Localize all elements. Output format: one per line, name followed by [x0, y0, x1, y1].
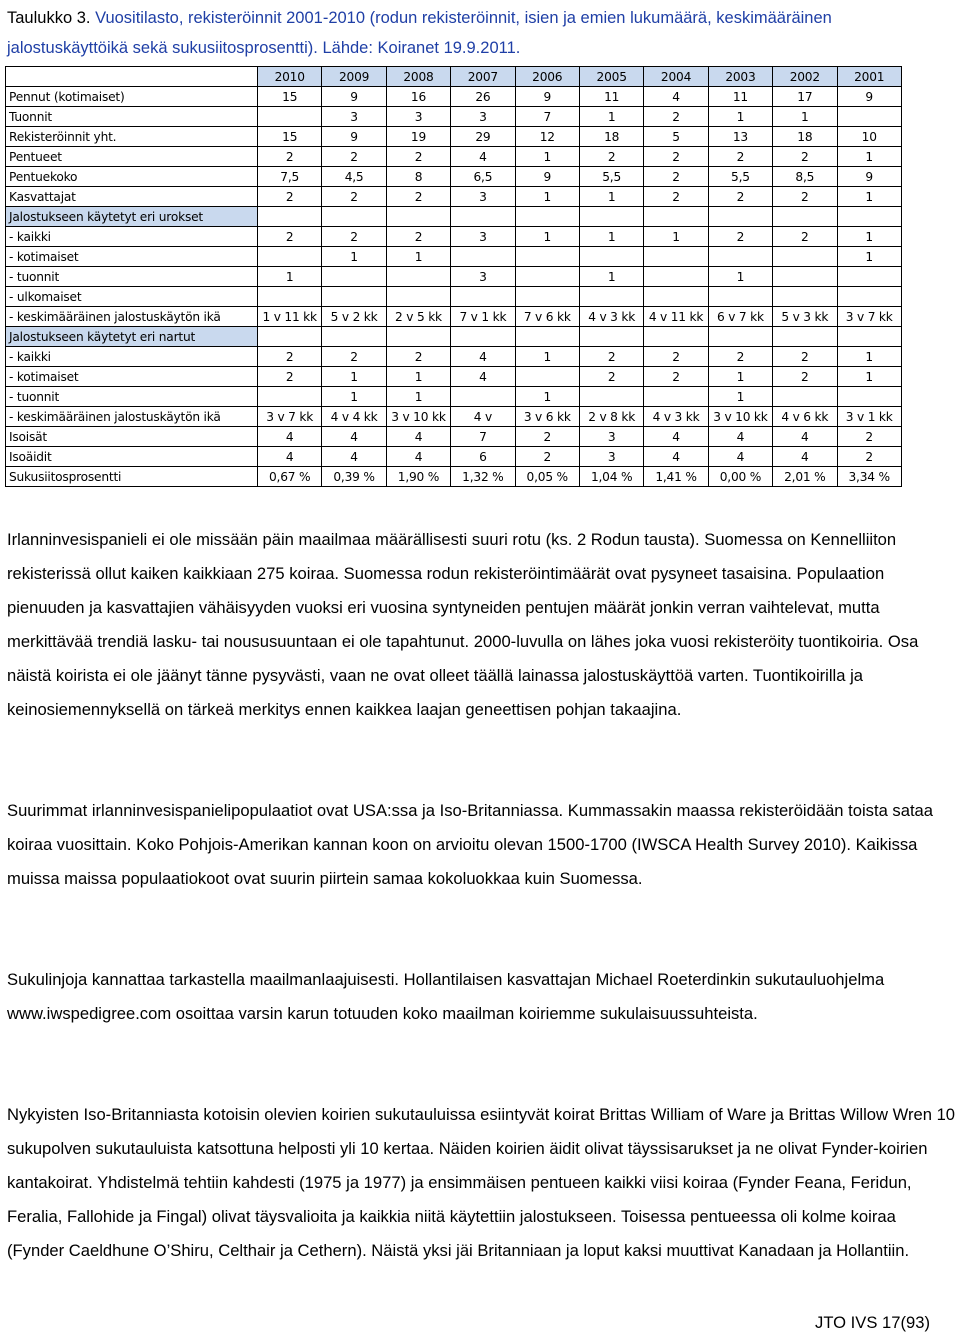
table-cell: [644, 327, 708, 347]
table-cell: [322, 287, 386, 307]
row-label: Pennut (kotimaiset): [6, 87, 258, 107]
table-cell: 1: [515, 187, 579, 207]
table-cell: 4: [322, 447, 386, 467]
table-cell: 1: [579, 107, 643, 127]
table-cell: [322, 207, 386, 227]
table-cell: 1,32 %: [451, 467, 515, 487]
table-cell: [579, 327, 643, 347]
table-cell: 26: [451, 87, 515, 107]
paragraph-population: Irlanninvesispanieli ei ole missään päin maailmaa määrällisesti suuri rotu (ks. 2 Rodun tausta). Suomessa on Kennelliiton rekisterissä ollut kaiken kaikkiaan 275 koiraa. Suomessa rodun rekisteröintimäärät ovat pysyneet tasaisina. Populaation pienuuden ja kasvattajien vähäisyyden vuoksi eri vuosina syntyneiden pentujen määrät jonkin verran vaihtelevat, mutta merkittävää trendiä lasku- tai noususuuntaan ei ole tapahtunut. 2000-luvulla on lähes joka vuosi rekisteröity tuontikoiria. Osa näistä koirista ei ole jäänyt tänne pysyvästi, vaan ne ovat olleet täällä lainassa jalostuskäyttöä varten. Tuontikoirilla ja keinosiemennyksellä on tärkeä merkitys ennen kaikkea laajan geneettisen pohjan takaajina.: [7, 530, 919, 719]
table-cell: 1: [515, 387, 579, 407]
table-cell: 4 v 3 kk: [644, 407, 708, 427]
paragraph-largest-populations: Suurimmat irlanninvesispanielipopulaatiot ovat USA:ssa ja Iso-Britanniassa. Kummassakin maassa rekisteröidään toista sataa koiraa vuosittain. Koko Pohjois-Amerikan kannan koon on arvioitu olevan 1500-1700 (IWSCA Health Survey 2010). Kaikissa muissa maissa populaatiokoot ovat suurin piirtein samaa kokoluokkaa kuin Suomessa.: [7, 801, 934, 888]
caption-text: Vuositilasto, rekisteröinnit 2001-2010 (rodun rekisteröinnit, isien ja emien lukumäärä, keskimääräinen jalostuskäyttöikä sekä sukusiitosprosentti). Lähde: Koiranet 19.9.2011.: [7, 9, 832, 57]
table-cell: 2: [515, 427, 579, 447]
table-cell: 2: [708, 187, 772, 207]
table-cell: [708, 287, 772, 307]
table-cell: 2: [773, 187, 837, 207]
table-cell: 1: [579, 267, 643, 287]
table-cell: [837, 387, 901, 407]
table-cell: 2,01 %: [773, 467, 837, 487]
row-label: Jalostukseen käytetyt eri urokset: [6, 207, 258, 227]
table-cell: 3: [386, 107, 450, 127]
table-cell: [258, 107, 322, 127]
table-cell: [322, 327, 386, 347]
table-cell: [515, 367, 579, 387]
row-label: - tuonnit: [6, 267, 258, 287]
row-label: Pentueet: [6, 147, 258, 167]
year-header-2007: 2007: [451, 67, 515, 87]
table-cell: [386, 267, 450, 287]
table-cell: 4: [708, 427, 772, 447]
row-label: - tuonnit: [6, 387, 258, 407]
row-label: - keskimääräinen jalostuskäytön ikä: [6, 307, 258, 327]
registration-statistics-table: [5, 66, 902, 487]
table-row: [6, 127, 902, 147]
table-cell: 4: [258, 447, 322, 467]
table-row: [6, 107, 902, 127]
table-cell: 7,5: [258, 167, 322, 187]
row-label: Jalostukseen käytetyt eri nartut: [6, 327, 258, 347]
table-cell: 3: [451, 107, 515, 127]
table-cell: [644, 207, 708, 227]
table-cell: [708, 207, 772, 227]
table-cell: [258, 247, 322, 267]
table-cell: 4: [258, 427, 322, 447]
table-cell: 15: [258, 87, 322, 107]
row-label: - keskimääräinen jalostuskäytön ikä: [6, 407, 258, 427]
year-header-row: [6, 67, 902, 87]
table-cell: 2: [644, 187, 708, 207]
table-cell: 4 v 11 kk: [644, 307, 708, 327]
table-cell: [579, 287, 643, 307]
table-cell: 15: [258, 127, 322, 147]
table-cell: 2: [386, 227, 450, 247]
row-label: Kasvattajat: [6, 187, 258, 207]
table-cell: 2: [579, 367, 643, 387]
table-cell: [258, 207, 322, 227]
table-cell: 1: [322, 387, 386, 407]
table-cell: 1: [258, 267, 322, 287]
table-cell: [579, 247, 643, 267]
row-label: - ulkomaiset: [6, 287, 258, 307]
page-footer: JTO IVS 17(93): [815, 1313, 930, 1332]
table-cell: [451, 327, 515, 347]
table-cell: 8,5: [773, 167, 837, 187]
table-cell: [515, 247, 579, 267]
table-cell: 2: [773, 227, 837, 247]
table-cell: 1: [386, 367, 450, 387]
table-cell: [708, 327, 772, 347]
table-row: [6, 147, 902, 167]
table-cell: 1: [515, 227, 579, 247]
table-row: [6, 187, 902, 207]
table-cell: 29: [451, 127, 515, 147]
table-cell: 3 v 10 kk: [386, 407, 450, 427]
table-cell: [837, 287, 901, 307]
table-cell: 4: [322, 427, 386, 447]
table-cell: [773, 327, 837, 347]
table-cell: 2 v 8 kk: [579, 407, 643, 427]
table-cell: [644, 387, 708, 407]
table-cell: 0,67 %: [258, 467, 322, 487]
table-cell: 4 v 6 kk: [773, 407, 837, 427]
table-cell: 1,41 %: [644, 467, 708, 487]
table-row: [6, 227, 902, 247]
year-header-2008: 2008: [386, 67, 450, 87]
table-cell: 5,5: [579, 167, 643, 187]
table-cell: 2: [644, 347, 708, 367]
row-label: - kotimaiset: [6, 247, 258, 267]
header-label-cell: [6, 67, 258, 87]
table-cell: [451, 207, 515, 227]
table-cell: 6,5: [451, 167, 515, 187]
table-cell: 4 v 3 kk: [579, 307, 643, 327]
year-header-2001: 2001: [837, 67, 901, 87]
table-cell: 4: [773, 447, 837, 467]
table-row: [6, 287, 902, 307]
table-cell: 6 v 7 kk: [708, 307, 772, 327]
table-cell: 4 v 4 kk: [322, 407, 386, 427]
table-cell: [708, 247, 772, 267]
table-cell: 1: [515, 347, 579, 367]
table-cell: 2: [708, 147, 772, 167]
table-cell: 7 v 1 kk: [451, 307, 515, 327]
year-header-2005: 2005: [579, 67, 643, 87]
table-cell: [773, 287, 837, 307]
table-cell: 1: [386, 387, 450, 407]
table-cell: 1: [579, 187, 643, 207]
year-header-2010: 2010: [258, 67, 322, 87]
table-cell: [451, 247, 515, 267]
table-cell: 2: [837, 447, 901, 467]
table-cell: [837, 107, 901, 127]
table-cell: 5 v 2 kk: [322, 307, 386, 327]
table-cell: 9: [837, 167, 901, 187]
table-cell: 13: [708, 127, 772, 147]
table-cell: 2: [773, 147, 837, 167]
table-cell: 1,04 %: [579, 467, 643, 487]
table-cell: 4,5: [322, 167, 386, 187]
row-label: Isoisät: [6, 427, 258, 447]
table-cell: 7: [451, 427, 515, 447]
table-cell: 7 v 6 kk: [515, 307, 579, 327]
table-cell: 11: [579, 87, 643, 107]
table-row: [6, 87, 902, 107]
row-label: - kaikki: [6, 347, 258, 367]
table-cell: 2: [773, 367, 837, 387]
table-cell: 2: [386, 147, 450, 167]
table-cell: [515, 267, 579, 287]
table-cell: 1: [579, 227, 643, 247]
table-cell: [258, 287, 322, 307]
table-cell: [644, 267, 708, 287]
table-row: [6, 387, 902, 407]
table-cell: 2: [644, 147, 708, 167]
paragraph-pedigree-lines: Sukulinjoja kannattaa tarkastella maailmanlaajuisesti. Hollantilaisen kasvattajan Michael Roeterdinkin sukutauluohjelma www.iwspedigree.com osoittaa varsin karun totuuden koko maailman koiriemme sukulaisuussuhteista.: [7, 970, 885, 1023]
table-cell: [322, 267, 386, 287]
table-cell: 12: [515, 127, 579, 147]
table-cell: 2: [258, 347, 322, 367]
caption-label: Taulukko 3.: [7, 9, 91, 27]
table-cell: 9: [515, 87, 579, 107]
paragraph-british-dogs: Nykyisten Iso-Britanniasta kotoisin olevien koirien sukutauluissa esiintyvät koirat Brittas William of Ware ja Brittas Willow Wren 10 sukupolven sukutauluista katsottuna helposti yli 10 kertaa. Näiden koirien äidit olivat täyssisarukset ja ne olivat Fynder-koirien kantakoirat. Yhdistelmä tehtiin kahdesti (1975 ja 1977) ja ensimmäisen pentueen kaikki viisi koiraa (Fynder Feana, Feridun, Feralia, Fallohide ja Fingal) olivat täysvalioita ja kaikkia niitä käytettiin jalostukseen. Toisessa pentueessa oli kolme koiraa (Fynder Caeldhune O’Shiru, Celthair ja Cethern). Näistä yksi jäi Britanniaan ja loput kaksi muuttivat Kanadaan ja Hollantiin.: [7, 1105, 956, 1260]
table-cell: [837, 267, 901, 287]
table-cell: 2: [258, 147, 322, 167]
table-cell: 2: [708, 347, 772, 367]
table-cell: 4: [644, 447, 708, 467]
table-cell: 1: [322, 247, 386, 267]
row-label: - kaikki: [6, 227, 258, 247]
table-cell: [451, 387, 515, 407]
table-cell: 18: [579, 127, 643, 147]
table-cell: 4: [644, 87, 708, 107]
table-cell: 1: [386, 247, 450, 267]
table-cell: 4: [386, 427, 450, 447]
table-cell: 2: [773, 347, 837, 367]
table-cell: [773, 207, 837, 227]
table-cell: 3: [451, 187, 515, 207]
table-cell: 2: [322, 187, 386, 207]
table-cell: [773, 247, 837, 267]
table-cell: [644, 287, 708, 307]
table-cell: 2 v 5 kk: [386, 307, 450, 327]
table-cell: 1: [837, 347, 901, 367]
table-cell: 3: [579, 447, 643, 467]
row-label: Pentuekoko: [6, 167, 258, 187]
table-cell: 2: [579, 147, 643, 167]
table-cell: 4: [451, 147, 515, 167]
table-cell: [515, 207, 579, 227]
table-cell: 4: [451, 367, 515, 387]
table-cell: 3: [322, 107, 386, 127]
table-cell: 1: [773, 107, 837, 127]
table-cell: 5: [644, 127, 708, 147]
table-cell: 11: [708, 87, 772, 107]
table-cell: 2: [515, 447, 579, 467]
table-cell: 1: [515, 147, 579, 167]
table-cell: 1: [644, 227, 708, 247]
table-cell: 1: [708, 387, 772, 407]
table-cell: 3: [451, 267, 515, 287]
table-cell: 7: [515, 107, 579, 127]
table-cell: [579, 207, 643, 227]
table-cell: 4: [644, 427, 708, 447]
row-label: - kotimaiset: [6, 367, 258, 387]
table-cell: [773, 387, 837, 407]
table-cell: 1: [322, 367, 386, 387]
table-cell: 16: [386, 87, 450, 107]
table-cell: 2: [258, 187, 322, 207]
table-cell: 0,00 %: [708, 467, 772, 487]
table-row: [6, 467, 902, 487]
table-cell: 9: [837, 87, 901, 107]
table-cell: 1: [708, 367, 772, 387]
table-cell: 8: [386, 167, 450, 187]
table-cell: 2: [708, 227, 772, 247]
table-cell: 3 v 1 kk: [837, 407, 901, 427]
table-cell: 3: [579, 427, 643, 447]
table-cell: 2: [322, 227, 386, 247]
row-label: Rekisteröinnit yht.: [6, 127, 258, 147]
table-cell: 2: [579, 347, 643, 367]
table-cell: 2: [322, 147, 386, 167]
table-cell: 2: [644, 107, 708, 127]
table-cell: [837, 327, 901, 347]
table-cell: 0,39 %: [322, 467, 386, 487]
table-cell: 2: [644, 367, 708, 387]
table-cell: 2: [837, 427, 901, 447]
row-label: Tuonnit: [6, 107, 258, 127]
table-cell: 4: [451, 347, 515, 367]
table-cell: 4: [773, 427, 837, 447]
table-cell: 2: [644, 167, 708, 187]
table-cell: [515, 327, 579, 347]
table-cell: [258, 387, 322, 407]
table-cell: 3,34 %: [837, 467, 901, 487]
table-cell: [773, 267, 837, 287]
table-cell: 5,5: [708, 167, 772, 187]
table-cell: 3 v 7 kk: [258, 407, 322, 427]
table-cell: 3 v 6 kk: [515, 407, 579, 427]
table-cell: 1: [837, 227, 901, 247]
table-cell: 9: [322, 127, 386, 147]
table-cell: 2: [258, 367, 322, 387]
table-cell: [515, 287, 579, 307]
year-header-2004: 2004: [644, 67, 708, 87]
table-cell: 1: [837, 187, 901, 207]
table-cell: [837, 207, 901, 227]
table-cell: 6: [451, 447, 515, 467]
table-cell: 9: [515, 167, 579, 187]
table-cell: [258, 327, 322, 347]
table-cell: [644, 247, 708, 267]
year-header-2006: 2006: [515, 67, 579, 87]
table-cell: [386, 287, 450, 307]
table-cell: [386, 327, 450, 347]
table-cell: 1 v 11 kk: [258, 307, 322, 327]
row-label: Sukusiitosprosentti: [6, 467, 258, 487]
row-label: Isoäidit: [6, 447, 258, 467]
table-cell: 17: [773, 87, 837, 107]
table-row: [6, 307, 902, 327]
table-cell: 0,05 %: [515, 467, 579, 487]
table-row: [6, 407, 902, 427]
table-cell: 4: [708, 447, 772, 467]
table-cell: [386, 207, 450, 227]
table-row: [6, 367, 902, 387]
table-row: [6, 167, 902, 187]
table-cell: 3 v 7 kk: [837, 307, 901, 327]
section-row: [6, 327, 902, 347]
table-cell: 2: [386, 347, 450, 367]
table-cell: 4 v: [451, 407, 515, 427]
table-row: [6, 267, 902, 287]
table-cell: 1: [837, 367, 901, 387]
table-cell: 3 v 10 kk: [708, 407, 772, 427]
section-row: [6, 207, 902, 227]
table-cell: 1: [837, 247, 901, 267]
table-cell: 19: [386, 127, 450, 147]
table-cell: 4: [386, 447, 450, 467]
table-cell: 2: [386, 187, 450, 207]
year-header-2002: 2002: [773, 67, 837, 87]
table-cell: 2: [258, 227, 322, 247]
table-cell: [451, 287, 515, 307]
year-header-2003: 2003: [708, 67, 772, 87]
year-header-2009: 2009: [322, 67, 386, 87]
table-cell: 10: [837, 127, 901, 147]
table-row: [6, 247, 902, 267]
table-cell: 9: [322, 87, 386, 107]
table-cell: 3: [451, 227, 515, 247]
table-cell: 1: [708, 107, 772, 127]
table-row: [6, 427, 902, 447]
table-cell: [579, 387, 643, 407]
table-cell: 1,90 %: [386, 467, 450, 487]
table-cell: 1: [837, 147, 901, 167]
table-cell: 1: [708, 267, 772, 287]
table-cell: 18: [773, 127, 837, 147]
table-caption: [7, 3, 953, 63]
table-cell: 5 v 3 kk: [773, 307, 837, 327]
table-row: [6, 347, 902, 367]
table-row: [6, 447, 902, 467]
table-cell: 2: [322, 347, 386, 367]
